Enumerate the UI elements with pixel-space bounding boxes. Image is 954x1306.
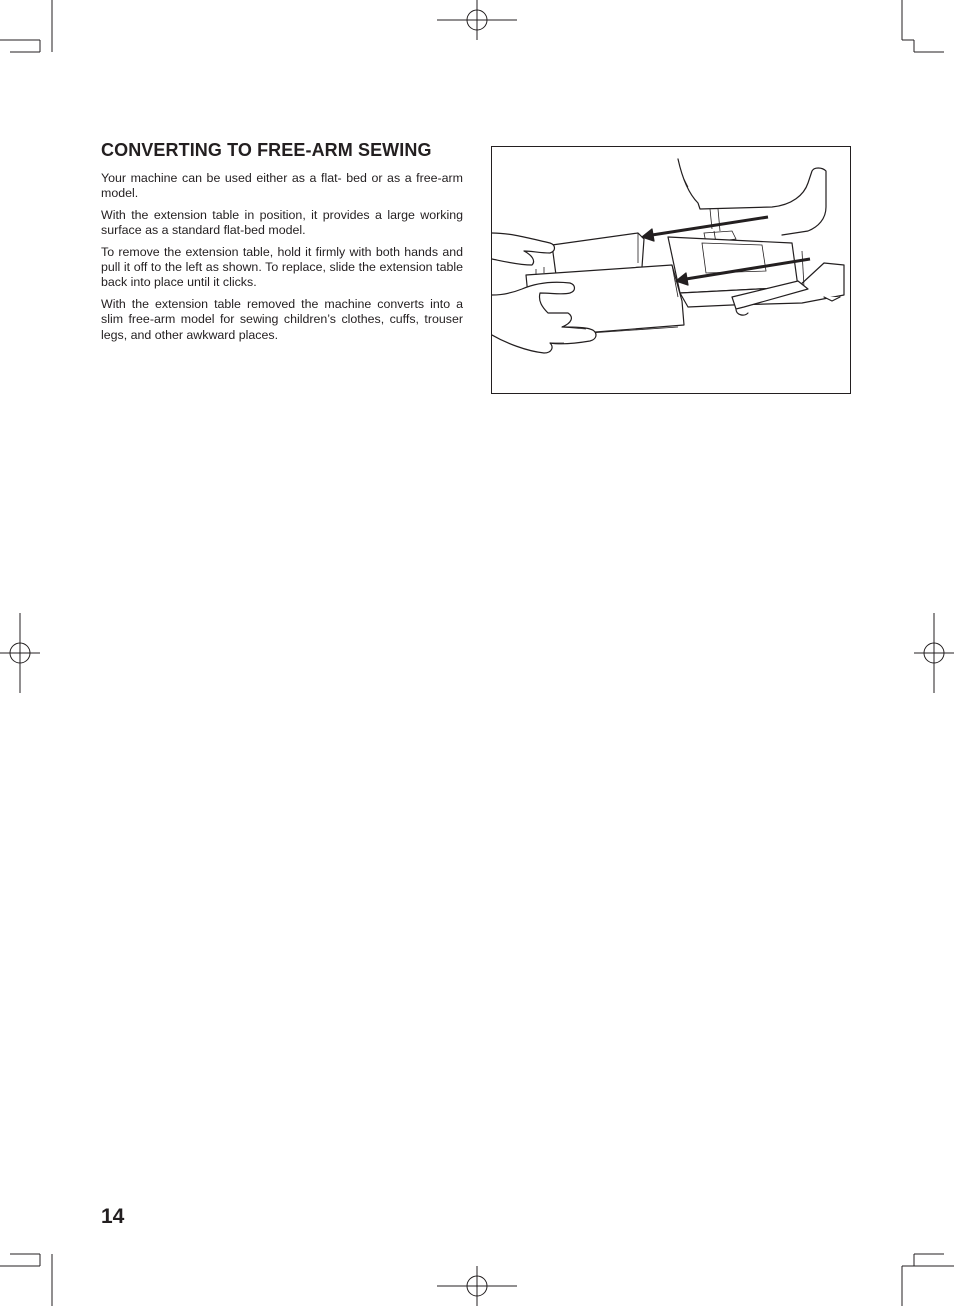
section-title: CONVERTING TO FREE-ARM SEWING (101, 140, 432, 160)
page-number: 14 (101, 1205, 125, 1228)
paragraph-1: Your machine can be used either as a flat- bed or as a free-arm model. (101, 171, 463, 201)
sewing-machine-extension-table-illustration-icon (492, 147, 851, 394)
paragraph-3: To remove the extension table, hold it firmly with both hands and pull it off to the left as shown. To replace, slide the extension table back into place until it clicks. (101, 244, 463, 290)
free-arm-section (101, 140, 463, 349)
extension-table-figure (491, 146, 851, 394)
paragraph-4: With the extension table removed the machine converts into a slim free-arm model for sewing children’s clothes, cuffs, trouser legs, and other awkward places. (101, 296, 463, 342)
paragraph-2: With the extension table in position, it provides a large working surface as a standard flat-bed model. (101, 207, 463, 238)
